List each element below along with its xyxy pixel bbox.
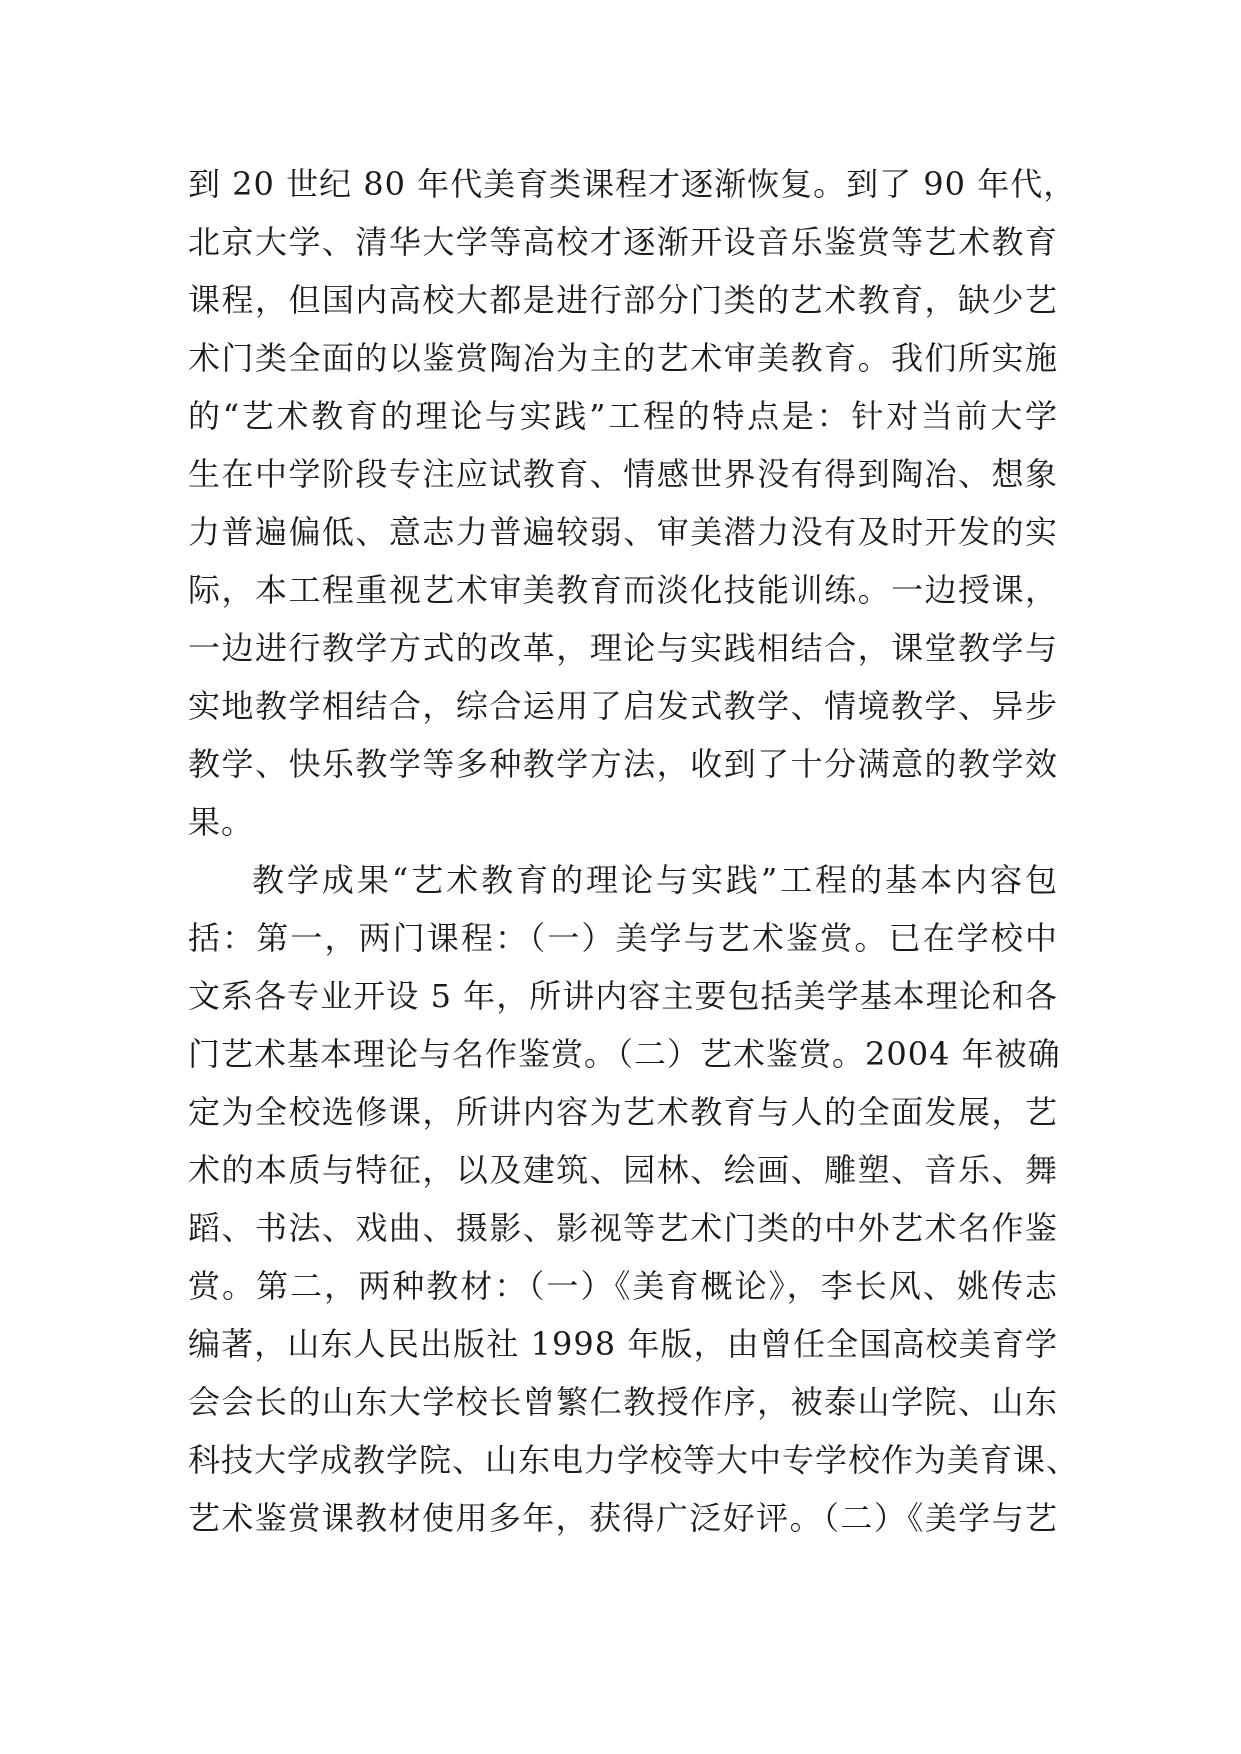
body-text bbox=[188, 155, 1080, 1547]
text-line: 力普遍偏低、意志力普遍较弱、审美潜力没有及时开发的实 bbox=[188, 513, 1058, 551]
text-line: 际，本工程重视艺术审美教育而淡化技能训练。一边授课， bbox=[188, 571, 1058, 609]
text-line: 艺术鉴赏课教材使用多年，获得广泛好评。（二）《美学与艺 bbox=[188, 1499, 1058, 1537]
text-line: 教学、快乐教学等多种教学方法，收到了十分满意的教学效 bbox=[188, 745, 1058, 783]
text-line: 编著，山东人民出版社 1998 年版，由曾任全国高校美育学 bbox=[188, 1325, 1058, 1363]
text-line: 赏。第二，两种教材：（一）《美育概论》，李长风、姚传志 bbox=[188, 1267, 1058, 1305]
text-line: 的“艺术教育的理论与实践”工程的特点是：针对当前大学 bbox=[188, 397, 1058, 435]
text-line: 门艺术基本理论与名作鉴赏。（二）艺术鉴赏。2004 年被确 bbox=[188, 1035, 1061, 1073]
text-line: 课程，但国内高校大都是进行部分门类的艺术教育，缺少艺 bbox=[188, 281, 1058, 319]
text-line: 括：第一，两门课程：（一）美学与艺术鉴赏。已在学校中 bbox=[188, 919, 1058, 957]
text-line: 科技大学成教学院、山东电力学校等大中专学校作为美育课、 bbox=[188, 1441, 1080, 1479]
text-line: 文系各专业开设 5 年，所讲内容主要包括美学基本理论和各 bbox=[188, 977, 1058, 1015]
text-line: 到 20 世纪 80 年代美育类课程才逐渐恢复。到了 90 年代， bbox=[188, 165, 1077, 203]
text-line: 蹈、书法、戏曲、摄影、影视等艺术门类的中外艺术名作鉴 bbox=[188, 1209, 1058, 1247]
text-line: 果。 bbox=[188, 803, 255, 841]
text-line: 术的本质与特征，以及建筑、园林、绘画、雕塑、音乐、舞 bbox=[188, 1151, 1058, 1189]
text-line: 会会长的山东大学校长曾繁仁教授作序，被泰山学院、山东 bbox=[188, 1383, 1058, 1421]
text-line: 实地教学相结合，综合运用了启发式教学、情境教学、异步 bbox=[188, 687, 1058, 725]
text-line: 生在中学阶段专注应试教育、情感世界没有得到陶冶、想象 bbox=[188, 455, 1058, 493]
text-line: 北京大学、清华大学等高校才逐渐开设音乐鉴赏等艺术教育 bbox=[188, 223, 1058, 261]
text-line: 定为全校选修课，所讲内容为艺术教育与人的全面发展，艺 bbox=[188, 1093, 1058, 1131]
text-line: 一边进行教学方式的改革，理论与实践相结合，课堂教学与 bbox=[188, 629, 1058, 667]
paragraph-first-line: 教学成果“艺术教育的理论与实践”工程的基本内容包 bbox=[252, 861, 1058, 899]
text-line: 术门类全面的以鉴赏陶冶为主的艺术审美教育。我们所实施 bbox=[188, 339, 1058, 377]
